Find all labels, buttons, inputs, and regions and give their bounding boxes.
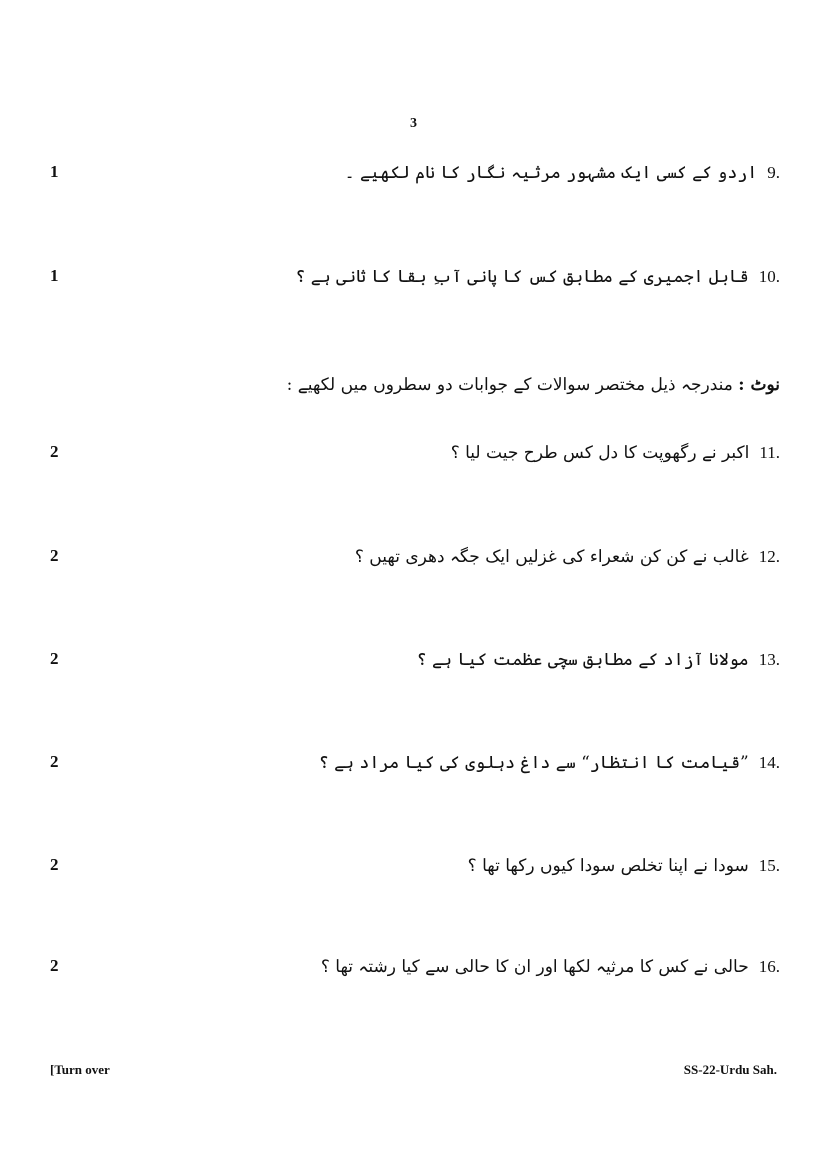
footer-turn-over: [Turn over [50, 1062, 110, 1077]
question-text [468, 849, 780, 883]
question-row [50, 436, 780, 470]
question-row [50, 849, 780, 883]
question-row [50, 540, 780, 574]
question-text [321, 950, 780, 984]
marks: 2 [50, 442, 59, 461]
question-body: اکبر نے رگھوپت کا دل کس طرح جیت لیا ؟ [450, 443, 750, 463]
question-row [50, 746, 780, 780]
instruction-note [287, 368, 780, 402]
question-row [50, 643, 780, 677]
note-label: نوٹ : [738, 375, 780, 395]
question-number: 15. [758, 856, 780, 875]
marks: 1 [50, 266, 59, 285]
marks: 2 [50, 855, 59, 874]
question-row [50, 950, 780, 984]
question-text [345, 156, 780, 190]
marks: 2 [50, 752, 59, 771]
question-text [355, 540, 780, 574]
question-number: 11. [759, 443, 780, 462]
question-number: 12. [758, 547, 780, 566]
footer-paper-code: SS-22-Urdu Sah. [683, 1062, 777, 1077]
question-number: 9. [767, 163, 780, 182]
question-number: 13. [758, 650, 780, 669]
question-body: قابل اجمیری کے مطابق کس کا پانی آبِ بقا کا ثانی ہے ؟ [295, 267, 749, 287]
question-number: 16. [758, 957, 780, 976]
marks: 2 [50, 649, 59, 668]
page-number: 3 [410, 116, 417, 131]
note-text: مندرجہ ذیل مختصر سوالات کے جوابات دو سطروں میں لکھیے : [286, 375, 733, 395]
question-text [319, 746, 780, 780]
marks: 2 [50, 956, 59, 975]
question-number: 14. [758, 753, 780, 772]
marks: 1 [50, 162, 59, 181]
question-row [50, 260, 780, 294]
question-body: حالی نے کس کا مرثیہ لکھا اور ان کا حالی سے کیا رشتہ تھا ؟ [320, 957, 749, 977]
question-text [417, 643, 780, 677]
question-body: اردو کے کسی ایک مشہور مرثیہ نگار کا نام لکھیے ۔ [344, 163, 758, 183]
question-body: ”قیامت کا انتظار“ سے داغ دہلوی کی کیا مراد ہے ؟ [318, 753, 749, 773]
question-row [50, 156, 780, 190]
question-text [295, 260, 780, 294]
question-body: مولانا آزاد کے مطابق سچی عظمت کیا ہے ؟ [416, 650, 749, 670]
question-body: غالب نے کن کن شعراء کی غزلیں ایک جگہ دھری تھیں ؟ [354, 547, 749, 567]
question-body: سودا نے اپنا تخلص سودا کیوں رکھا تھا ؟ [467, 856, 749, 876]
marks: 2 [50, 546, 59, 565]
question-number: 10. [758, 267, 780, 286]
question-text [451, 436, 780, 470]
